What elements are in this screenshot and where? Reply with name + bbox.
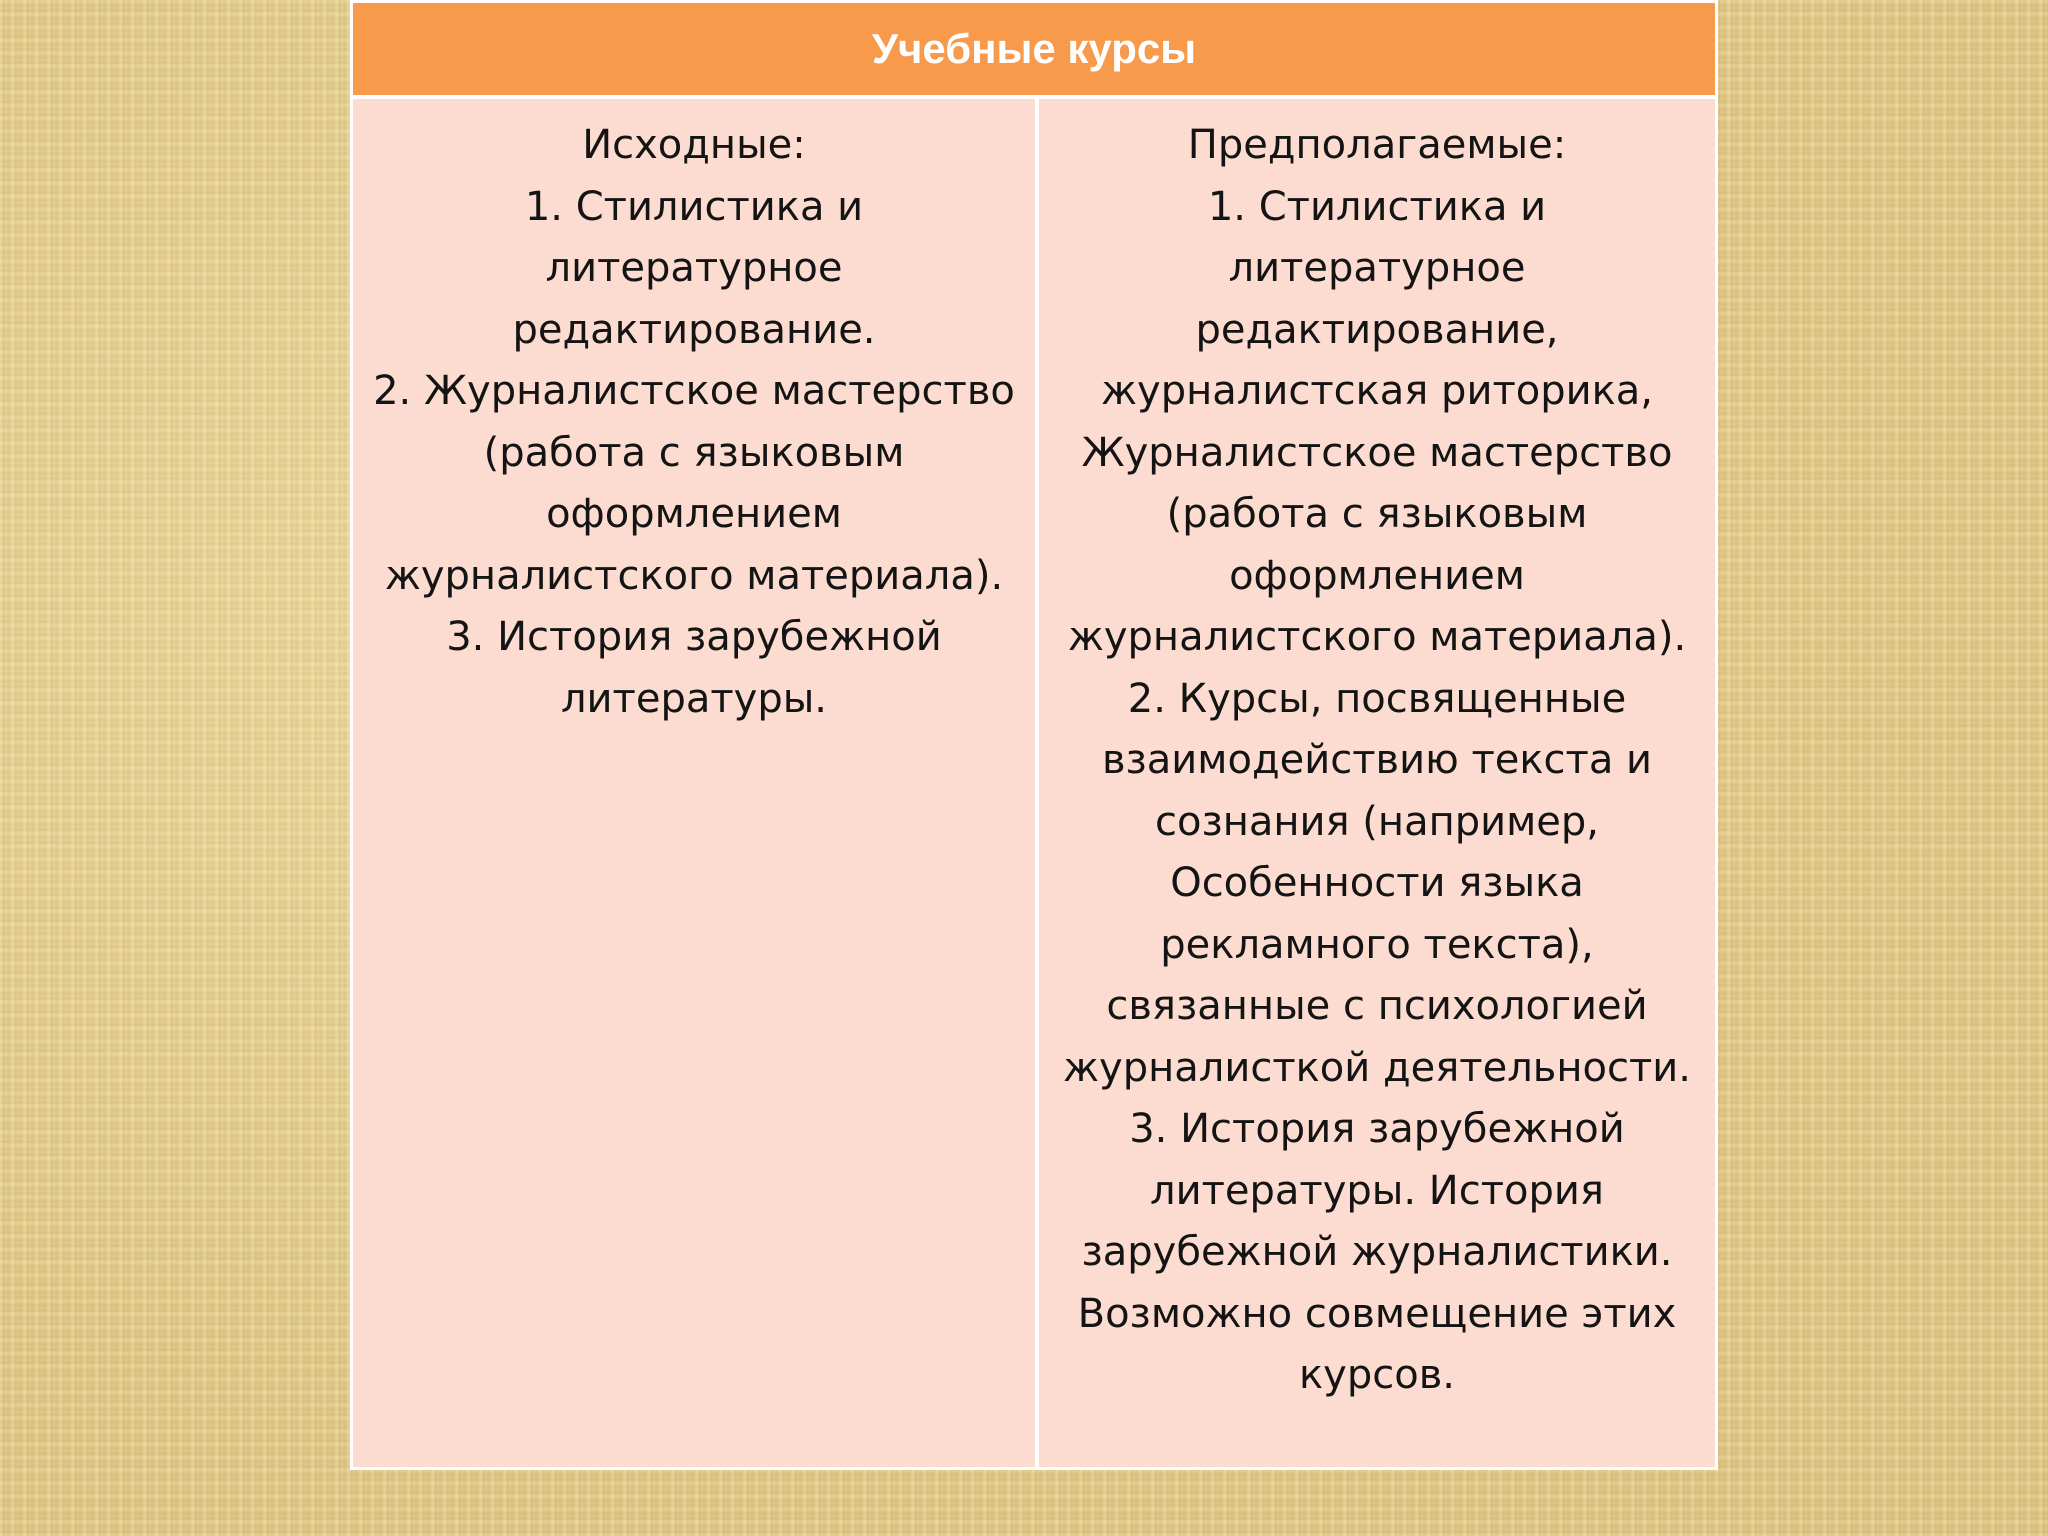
left-line: оформлением	[546, 491, 842, 537]
left-line: Исходные:	[582, 122, 806, 168]
right-line: взаимодействию текста и	[1101, 737, 1653, 783]
right-line: журналистская риторика,	[1101, 368, 1653, 414]
left-line: 1. Стилистика и	[524, 183, 864, 230]
left-line: литературы.	[560, 675, 828, 722]
left-line: (работа с языковым	[483, 429, 905, 476]
right-line: 2. Курсы, посвященные	[1127, 675, 1627, 722]
left-line: 2. Журналистское мастерство	[373, 368, 1015, 414]
left-line: журналистского материала).	[384, 552, 1004, 599]
right-line: связанные с психологией	[1106, 983, 1648, 1029]
right-line: Особенности языка	[1170, 860, 1584, 906]
table-header: Учебные курсы	[353, 3, 1715, 99]
right-line: Журналистское мастерство	[1081, 429, 1673, 476]
right-line: журналистского материала).	[1067, 614, 1687, 660]
right-line: рекламного текста),	[1160, 921, 1594, 968]
right-line: Предполагаемые:	[1187, 122, 1567, 168]
courses-table	[350, 0, 1718, 1470]
right-line: курсов.	[1299, 1352, 1455, 1398]
right-column-proposed-courses	[1039, 99, 1715, 1467]
left-line: 3. История зарубежной	[446, 614, 942, 660]
left-line: редактирование.	[512, 306, 876, 353]
table-body	[353, 99, 1715, 1467]
right-line: 1. Стилистика и	[1207, 183, 1547, 230]
right-line: Возможно совмещение этих	[1077, 1290, 1677, 1337]
right-line: литературное	[1228, 245, 1526, 291]
right-line: редактирование,	[1195, 306, 1559, 353]
right-line: журналисткой деятельности.	[1063, 1044, 1691, 1091]
right-line: (работа с языковым	[1166, 491, 1588, 537]
right-line: зарубежной журналистики.	[1081, 1229, 1673, 1275]
right-line: оформлением	[1229, 552, 1525, 599]
left-column-original-courses	[353, 99, 1039, 1467]
right-line: сознания (например,	[1154, 798, 1600, 845]
right-line: литературы. История	[1150, 1167, 1604, 1214]
left-line: литературное	[545, 245, 843, 291]
right-line: 3. История зарубежной	[1129, 1106, 1625, 1152]
